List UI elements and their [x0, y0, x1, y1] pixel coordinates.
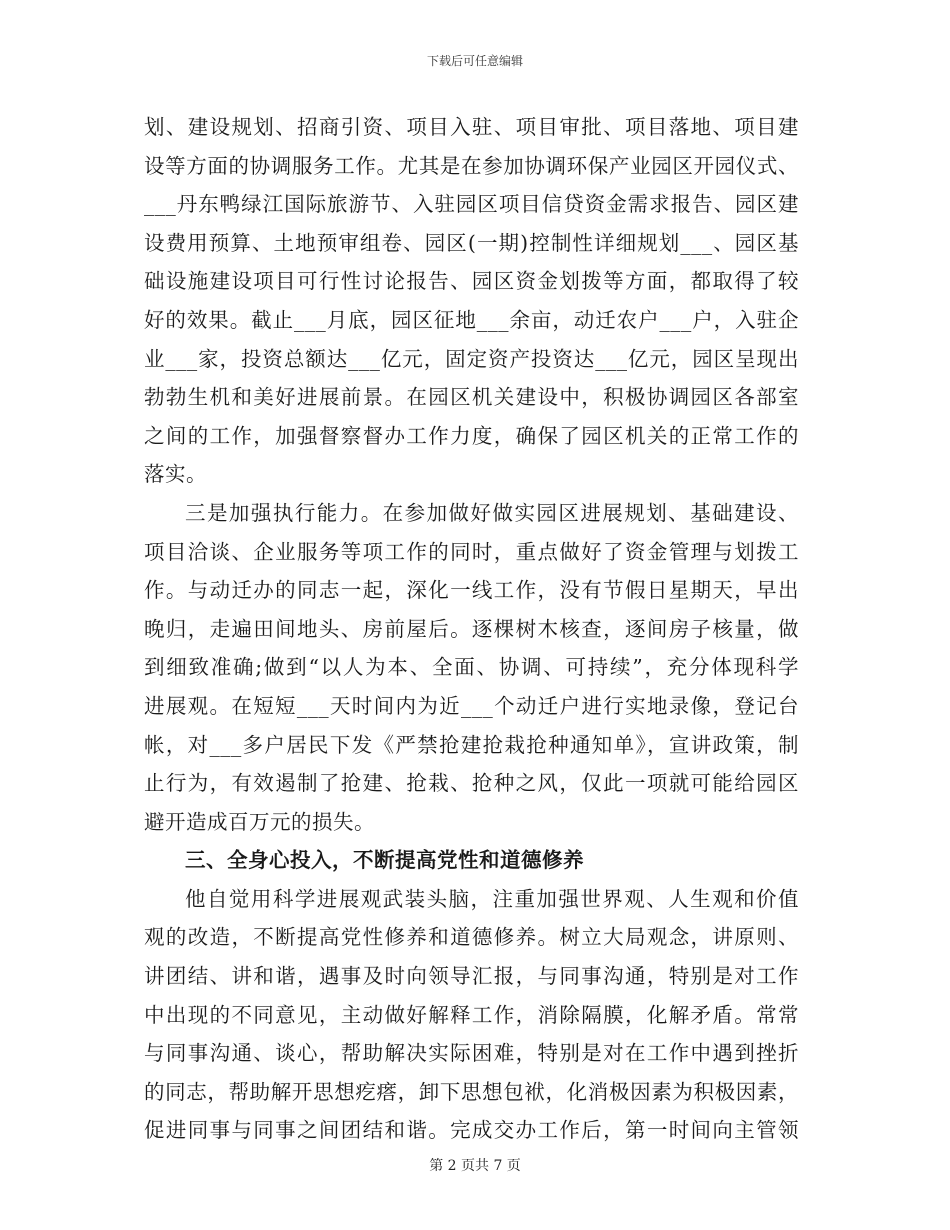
body-line: 的同志，帮助解开思想疙瘩，卸下思想包袱，化消极因素为积极因素，: [144, 1079, 799, 1104]
body-line: 与同事沟通、谈心，帮助解决实际困难，特别是对在工作中遇到挫折: [144, 1041, 799, 1066]
body-line: ___丹东鸭绿江国际旅游节、入驻园区项目信贷资金需求报告、园区建: [144, 192, 799, 217]
body-line: 础设施建设项目可行性讨论报告、园区资金划拨等方面，都取得了较: [144, 269, 799, 294]
body-line: 好的效果。截止___月底，园区征地___余亩，动迁农户___户，入驻企: [144, 307, 799, 332]
body-line: 进展观。在短短___天时间内为近___个动迁户进行实地录像，登记台: [144, 693, 799, 718]
body-line: 设费用预算、土地预审组卷、园区(一期)控制性详细规划___、园区基: [144, 230, 799, 255]
body-line: 止行为，有效遏制了抢建、抢栽、抢种之风，仅此一项就可能给园区: [144, 771, 799, 796]
page-footer: 第 2 页共 7 页: [429, 1158, 521, 1174]
paragraph-first-line: 他自觉用科学进展观武装头脑，注重加强世界观、人生观和价值: [185, 886, 799, 911]
body-line: 设等方面的协调服务工作。尤其是在参加协调环保产业园区开园仪式、: [144, 153, 799, 178]
body-line: 到细致准确;做到“以人为本、全面、协调、可持续”，充分体现科学: [144, 655, 799, 680]
body-line: 避开造成百万元的损失。: [144, 809, 375, 834]
body-line: 业___家，投资总额达___亿元，固定资产投资达___亿元，园区呈现出: [144, 346, 799, 371]
body-line: 之间的工作，加强督察督办工作力度，确保了园区机关的正常工作的: [144, 423, 799, 448]
paragraph-first-line: 三是加强执行能力。在参加做好做实园区进展规划、基础建设、: [185, 500, 799, 525]
body-line: 晚归，走遍田间地头、房前屋后。逐棵树木核查，逐间房子核量，做: [144, 616, 799, 641]
body-line: 落实。: [144, 462, 207, 487]
section-heading: 三、全身心投入，不断提高党性和道德修养: [185, 848, 584, 873]
body-line: 帐，对___多户居民下发《严禁抢建抢栽抢种通知单》，宣讲政策，制: [144, 732, 799, 757]
body-line: 作。与动迁办的同志一起，深化一线工作，没有节假日星期天，早出: [144, 578, 799, 603]
body-line: 划、建设规划、招商引资、项目入驻、项目审批、项目落地、项目建: [144, 115, 799, 139]
body-line: 中出现的不同意见，主动做好解释工作，消除隔膜，化解矛盾。常常: [144, 1002, 799, 1027]
body-line: 项目洽谈、企业服务等项工作的同时，重点做好了资金管理与划拨工: [144, 539, 799, 564]
body-line: 促进同事与同事之间团结和谐。完成交办工作后，第一时间向主管领: [144, 1118, 799, 1143]
page-header: 下载后可任意编辑: [426, 54, 523, 68]
document-body: [144, 108, 799, 1150]
body-line: 讲团结、讲和谐，遇事及时向领导汇报，与同事沟通，特别是对工作: [144, 964, 799, 989]
body-line: 观的改造，不断提高党性修养和道德修养。树立大局观念，讲原则、: [144, 925, 799, 950]
body-line: 勃勃生机和美好进展前景。在园区机关建设中，积极协调园区各部室: [144, 385, 799, 410]
